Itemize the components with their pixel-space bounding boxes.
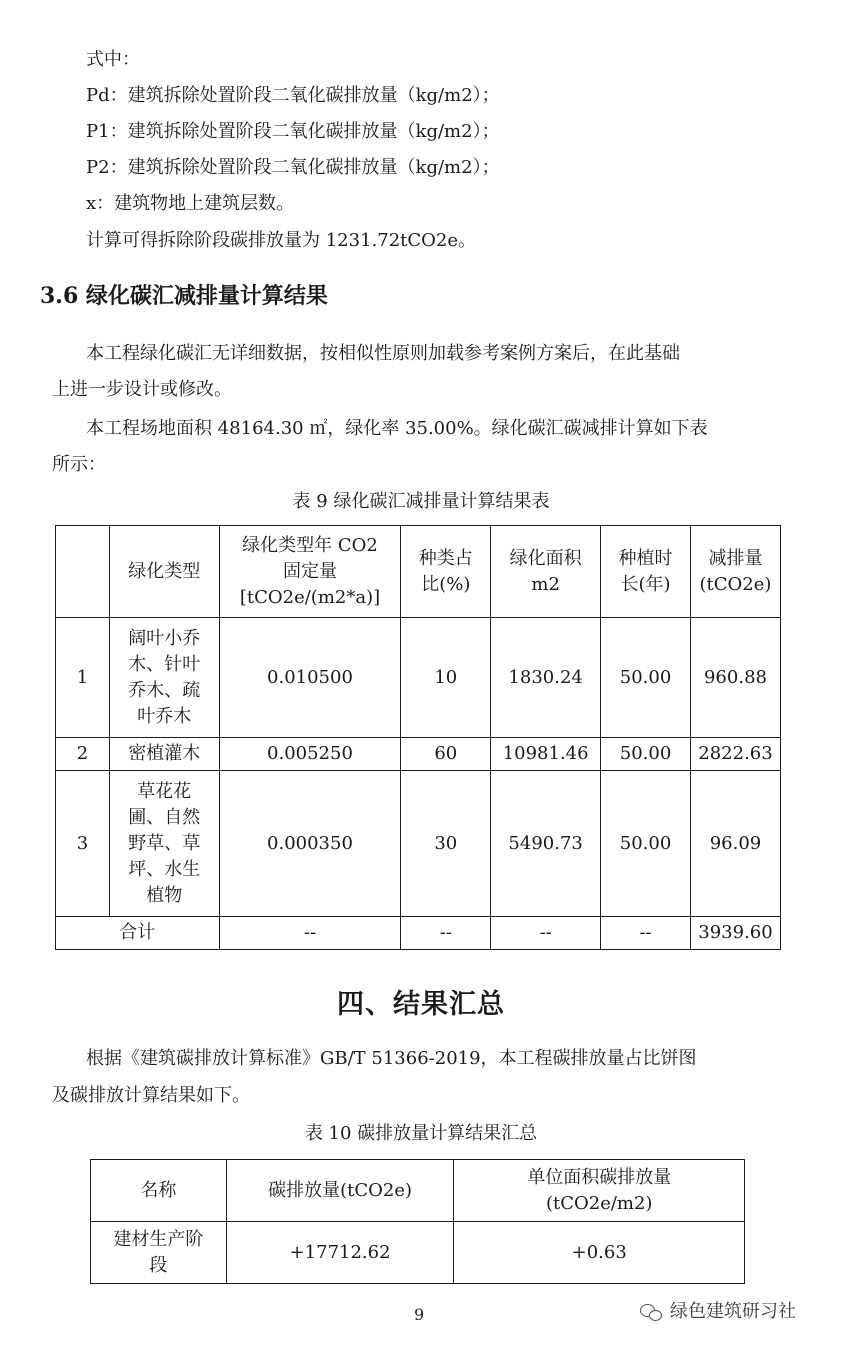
row3-fixation: 0.000350 xyxy=(219,771,401,917)
header-area-l2: m2 xyxy=(531,573,560,595)
definition-x: x：建筑物地上建筑层数。 xyxy=(86,193,295,214)
definition-pd: Pd：建筑拆除处置阶段二氧化碳排放量（kg/m2）； xyxy=(86,85,500,106)
row1-type-l1: 阔叶小乔 xyxy=(128,627,201,649)
header-fixation-l1: 绿化类型年 CO2 xyxy=(242,534,378,556)
header-duration-l1: 种植时 xyxy=(618,547,673,569)
row1-type xyxy=(109,618,219,738)
row3-ratio: 30 xyxy=(401,771,491,917)
total-duration: -- xyxy=(601,917,691,950)
section-3-6-para1-line2: 上进一步设计或修改。 xyxy=(52,379,232,400)
row1-ratio: 10 xyxy=(401,618,491,738)
formula-heading: 式中： xyxy=(86,49,140,70)
row3-area: 5490.73 xyxy=(491,771,601,917)
header-ratio-l1: 种类占 xyxy=(418,547,473,569)
row3-type-l3: 野草、草 xyxy=(128,832,201,854)
table-row xyxy=(56,771,781,917)
greening-carbon-table xyxy=(55,525,781,950)
total-label: 合计 xyxy=(56,917,220,950)
header-fixation-l2: 固定量 xyxy=(282,560,337,582)
row-name-l2: 段 xyxy=(149,1254,168,1276)
definition-p2: P2：建筑拆除处置阶段二氧化碳排放量（kg/m2）； xyxy=(86,157,500,178)
header-fixation xyxy=(219,526,401,618)
row3-type-l1: 草花花 xyxy=(137,780,192,802)
table9-total-row xyxy=(56,917,781,950)
header-fixation-l3: [tCO2e/(m2*a)] xyxy=(239,586,381,608)
header-duration xyxy=(601,526,691,618)
header-ratio-l2: 比(%) xyxy=(421,573,471,595)
row2-ratio: 60 xyxy=(401,738,491,771)
section-4-title: 四、结果汇总 xyxy=(337,989,505,1020)
row-emission: +17712.62 xyxy=(226,1222,454,1284)
section-3-6-para1-line1: 本工程绿化碳汇无详细数据，按相似性原则加载参考案例方案后，在此基础 xyxy=(86,343,680,364)
row1-index: 1 xyxy=(56,618,110,738)
table10-caption: 表 10 碳排放量计算结果汇总 xyxy=(304,1123,538,1144)
row1-type-l4: 叶乔木 xyxy=(137,705,192,727)
row3-type-l5: 植物 xyxy=(146,884,183,906)
header-duration-l2: 长(年) xyxy=(620,573,671,595)
header-name: 名称 xyxy=(91,1160,227,1222)
row2-fixation: 0.005250 xyxy=(219,738,401,771)
row-name xyxy=(91,1222,227,1284)
wechat-icon xyxy=(640,1303,662,1321)
row1-type-l3: 乔木、疏 xyxy=(128,679,201,701)
header-unit-emission xyxy=(454,1160,745,1222)
row3-type-l4: 坪、水生 xyxy=(128,858,201,880)
total-ratio: -- xyxy=(401,917,491,950)
row3-duration: 50.00 xyxy=(601,771,691,917)
watermark xyxy=(640,1300,796,1324)
header-type: 绿化类型 xyxy=(109,526,219,618)
section-4-para-line2: 及碳排放计算结果如下。 xyxy=(52,1085,250,1106)
table10-header-row xyxy=(91,1160,745,1222)
emission-summary-table xyxy=(90,1159,745,1284)
header-reduction-l1: 减排量 xyxy=(708,547,763,569)
demolition-result: 计算可得拆除阶段碳排放量为 1231.72tCO2e。 xyxy=(86,230,477,251)
row1-reduction: 960.88 xyxy=(690,618,780,738)
table-row xyxy=(56,738,781,771)
section-3-6-para2-line1: 本工程场地面积 48164.30 ㎡，绿化率 35.00%。绿化碳汇碳减排计算如下表 xyxy=(86,418,708,439)
header-ratio xyxy=(401,526,491,618)
row2-type-l1: 密植灌木 xyxy=(128,743,201,764)
header-emission: 碳排放量(tCO2e) xyxy=(226,1160,454,1222)
row2-area: 10981.46 xyxy=(491,738,601,771)
header-reduction-l2: (tCO2e) xyxy=(699,573,772,595)
section-3-6-title: 3.6 绿化碳汇减排量计算结果 xyxy=(40,283,328,309)
total-area: -- xyxy=(491,917,601,950)
row-name-l1: 建材生产阶 xyxy=(113,1228,204,1250)
row3-reduction: 96.09 xyxy=(690,771,780,917)
row1-duration: 50.00 xyxy=(601,618,691,738)
total-reduction: 3939.60 xyxy=(690,917,780,950)
page-number: 9 xyxy=(414,1305,425,1324)
row2-duration: 50.00 xyxy=(601,738,691,771)
table9-header-row xyxy=(56,526,781,618)
row1-type-l2: 木、针叶 xyxy=(128,653,201,675)
row-unit-emission: +0.63 xyxy=(454,1222,745,1284)
header-unit-l1: 单位面积碳排放量 xyxy=(527,1166,672,1188)
row1-fixation: 0.010500 xyxy=(219,618,401,738)
table-row xyxy=(91,1222,745,1284)
header-area-l1: 绿化面积 xyxy=(509,547,582,569)
row2-reduction: 2822.63 xyxy=(690,738,780,771)
definition-p1: P1：建筑拆除处置阶段二氧化碳排放量（kg/m2）； xyxy=(86,121,500,142)
row2-index: 2 xyxy=(56,738,110,771)
header-reduction xyxy=(690,526,780,618)
table9-caption: 表 9 绿化碳汇减排量计算结果表 xyxy=(292,491,550,512)
section-4-para-line1: 根据《建筑碳排放计算标准》GB/T 51366-2019，本工程碳排放量占比饼图 xyxy=(86,1048,697,1069)
row3-type xyxy=(109,771,219,917)
row1-area: 1830.24 xyxy=(491,618,601,738)
row2-type xyxy=(109,738,219,771)
watermark-text: 绿色建筑研习社 xyxy=(670,1301,796,1322)
table-row xyxy=(56,618,781,738)
row3-index: 3 xyxy=(56,771,110,917)
header-index xyxy=(56,526,110,618)
header-area xyxy=(491,526,601,618)
section-3-6-para2-line2: 所示： xyxy=(52,454,106,475)
row3-type-l2: 圃、自然 xyxy=(128,806,201,828)
header-unit-l2: (tCO2e/m2) xyxy=(545,1192,653,1214)
total-fixation: -- xyxy=(219,917,401,950)
